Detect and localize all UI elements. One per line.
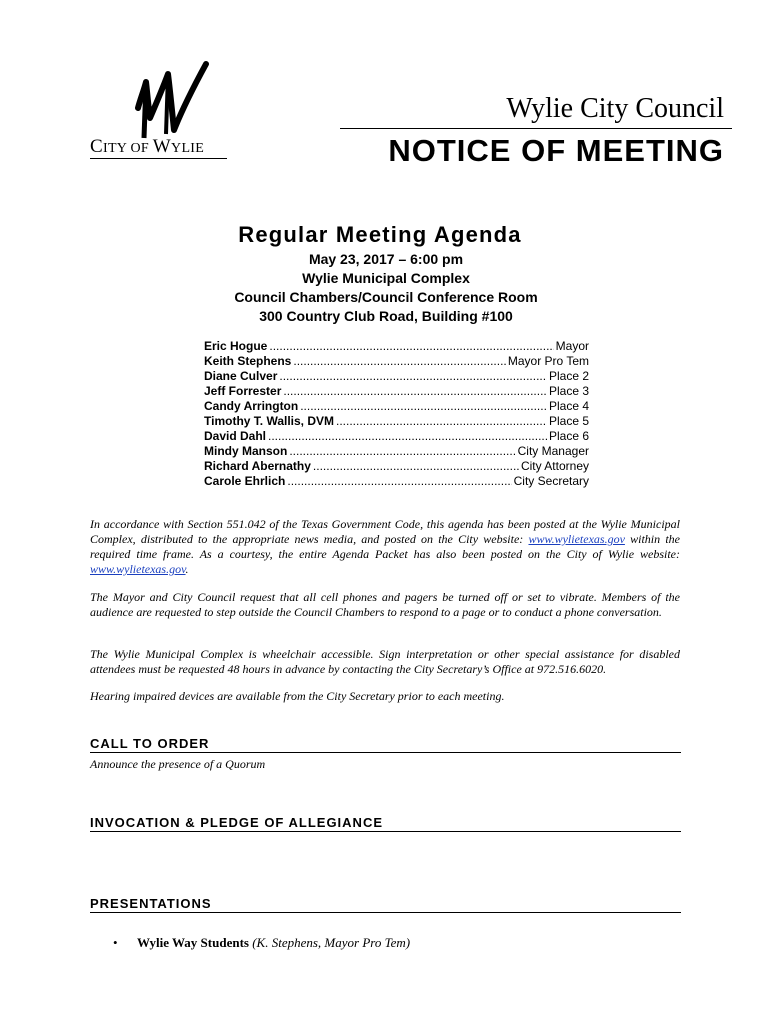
member-name: Eric Hogue: [204, 339, 268, 353]
city-website-link[interactable]: www.wylietexas.gov: [90, 562, 186, 576]
agenda-title: Regular Meeting Agenda: [238, 222, 522, 247]
city-of-wylie-logo: [90, 60, 230, 170]
member-name: Timothy T. Wallis, DVM: [204, 414, 335, 428]
roster-row: [204, 354, 589, 369]
member-role: City Secretary: [513, 474, 589, 488]
leader-dots: [300, 399, 547, 414]
call-to-order-subtext: Announce the presence of a Quorum: [90, 757, 266, 771]
member-role: Mayor: [555, 339, 589, 353]
hearing-devices-notice-paragraph: Hearing impaired devices are available from the City Secretary prior to each meeting.: [90, 689, 505, 703]
leader-dots: [287, 474, 511, 489]
member-role: Place 5: [548, 414, 589, 428]
member-name: Mindy Manson: [204, 444, 288, 458]
logo-city-text: CITY OF WYLIE: [90, 136, 205, 157]
member-name: Diane Culver: [204, 369, 278, 383]
invocation-heading: INVOCATION & PLEDGE OF ALLEGIANCE: [90, 815, 681, 832]
meeting-venue: Wylie Municipal Complex: [302, 270, 470, 286]
member-role: Mayor Pro Tem: [507, 354, 589, 368]
notice-of-meeting-heading: NOTICE OF MEETING: [388, 133, 724, 168]
posting-notice-paragraph: In accordance with Section 551.042 of the Texas Government Code, this agenda has been posted at the Wylie Municipal Complex, distributed to the appropriate news media, and posted on the City website: www.wylietexas.gov within the required time frame. As a courtesy, the entire Agenda Packet has also been posted on the City of Wylie website: www.wylietexas.gov.: [90, 517, 680, 576]
meeting-details: [200, 250, 572, 326]
wylie-w-mark-icon: [110, 60, 220, 140]
call-to-order-heading: CALL TO ORDER: [90, 736, 681, 753]
member-name: Jeff Forrester: [204, 384, 282, 398]
council-roster: [204, 339, 589, 489]
leader-dots: [269, 339, 553, 354]
accessibility-notice-paragraph: The Wylie Municipal Complex is wheelchair accessible. Sign interpretation or other special assistance for disabled attendees must be requested 48 hours in advance by contacting the City Secretary’s Office at 972.516.6020.: [90, 647, 680, 676]
leader-dots: [268, 429, 547, 444]
member-name: David Dahl: [204, 429, 267, 443]
city-website-link[interactable]: www.wylietexas.gov: [528, 532, 625, 546]
member-name: Richard Abernathy: [204, 459, 311, 473]
member-role: Place 6: [548, 429, 589, 443]
presentations-heading: PRESENTATIONS: [90, 896, 681, 913]
roster-row: [204, 459, 589, 474]
member-role: City Attorney: [520, 459, 589, 473]
roster-row: [204, 444, 589, 459]
roster-row: [204, 399, 589, 414]
member-name: Keith Stephens: [204, 354, 292, 368]
member-name: Carole Ehrlich: [204, 474, 286, 488]
roster-row: [204, 429, 589, 444]
logo-underline: [90, 158, 227, 159]
meeting-date: May 23, 2017 – 6:00 pm: [308, 251, 464, 267]
meeting-address: 300 Country Club Road, Building #100: [259, 308, 513, 324]
cell-phone-notice-paragraph: The Mayor and City Council request that all cell phones and pagers be turned off or set to vibrate. Members of the audience are requested to step outside the Council Chambers to respond to a page or to conduct a phone conversation.: [90, 590, 680, 619]
leader-dots: [293, 354, 506, 369]
leader-dots: [336, 414, 547, 429]
leader-dots: [279, 369, 547, 384]
member-role: Place 4: [548, 399, 589, 413]
roster-row: [204, 369, 589, 384]
roster-row: [204, 414, 589, 429]
leader-dots: [313, 459, 519, 474]
leader-dots: [283, 384, 547, 399]
roster-row: [204, 339, 589, 354]
member-role: City Manager: [517, 444, 589, 458]
roster-row: [204, 474, 589, 489]
presentation-list-item: • Wylie Way Students (K. Stephens, Mayor Pro Tem): [113, 935, 411, 950]
bullet-icon: •: [113, 935, 118, 950]
title-divider: [340, 128, 732, 129]
leader-dots: [289, 444, 515, 459]
meeting-room: Council Chambers/Council Conference Room: [234, 289, 538, 305]
roster-row: [204, 384, 589, 399]
member-role: Place 2: [548, 369, 589, 383]
council-title: Wylie City Council: [506, 93, 724, 124]
member-role: Place 3: [548, 384, 589, 398]
member-name: Candy Arrington: [204, 399, 299, 413]
